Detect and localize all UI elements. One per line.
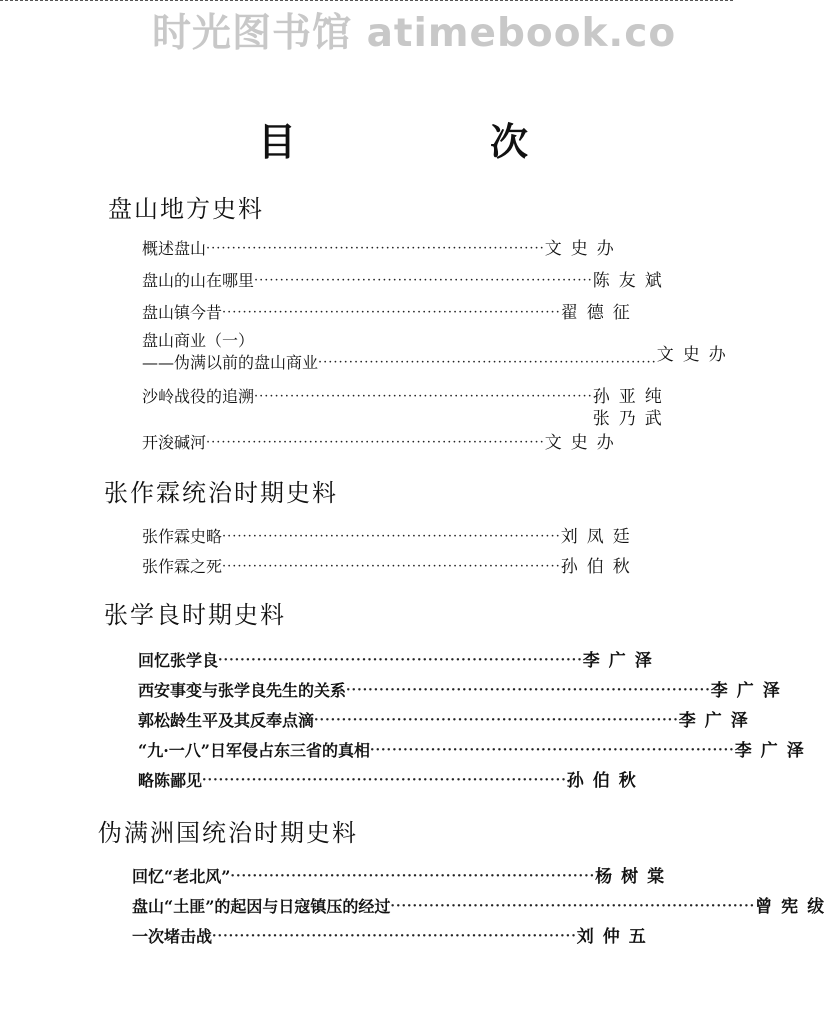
toc-entry-author: 孙亚纯 bbox=[592, 387, 671, 407]
dot-leader: ·································································· bbox=[206, 241, 545, 256]
toc-entry-title: 张作霖之死 bbox=[142, 557, 223, 576]
watermark: 时光图书馆 atimebook.co bbox=[152, 11, 677, 56]
toc-entry-title-main: 盘山商业（一） bbox=[142, 331, 255, 350]
dot-leader: ·································································· bbox=[390, 899, 756, 914]
toc-entry[interactable] bbox=[132, 896, 833, 918]
dot-leader: ·································································· bbox=[230, 869, 596, 884]
toc-entry-title bbox=[142, 330, 318, 374]
toc-entry[interactable] bbox=[138, 770, 645, 792]
toc-entry-title: 郭松龄生平及其反奉点滴 bbox=[138, 711, 315, 730]
toc-entry-author: 刘仲五 bbox=[576, 927, 655, 947]
toc-entry[interactable] bbox=[142, 302, 639, 324]
toc-entry-author: 文史办 bbox=[544, 433, 623, 453]
toc-entry-subtitle: ——伪满以前的盘山商业 bbox=[142, 353, 319, 372]
page-title-char-2: 次 bbox=[490, 119, 529, 164]
dot-leader: ·································································· bbox=[202, 773, 567, 788]
toc-entry[interactable] bbox=[132, 926, 655, 948]
toc-entry[interactable] bbox=[138, 680, 789, 702]
top-rule bbox=[0, 0, 733, 1]
toc-entry[interactable] bbox=[138, 650, 661, 672]
dot-leader: ·································································· bbox=[222, 559, 561, 574]
toc-entry-author: 文史办 bbox=[656, 345, 735, 365]
dot-leader: ·································································· bbox=[254, 273, 593, 288]
dot-leader: ·································································· bbox=[218, 653, 583, 668]
toc-entry-author: 文史办 bbox=[544, 239, 623, 259]
toc-entry-author: 刘凤廷 bbox=[560, 527, 639, 547]
section-heading-local-history: 盘山地方史料 bbox=[108, 195, 264, 223]
toc-entry-author: 曾宪绂 bbox=[755, 897, 833, 917]
toc-entry-title: 盘山的山在哪里 bbox=[142, 271, 255, 290]
toc-entry-title: 概述盘山 bbox=[142, 239, 207, 258]
toc-entry-title: 略陈鄙见 bbox=[138, 771, 203, 790]
dot-leader: ·································································· bbox=[212, 929, 577, 944]
toc-entry-title: 张作霖史略 bbox=[142, 527, 223, 546]
toc-entry-title: 回忆“老北风” bbox=[132, 867, 231, 886]
toc-entry-title: 盘山“土匪”的起因与日寇镇压的经过 bbox=[132, 897, 391, 916]
toc-entry-title: 开浚碱河 bbox=[142, 433, 207, 452]
dot-leader: ·································································· bbox=[206, 435, 545, 450]
toc-entry-author: 陈友斌 bbox=[592, 271, 671, 291]
section-heading-zhang-zuolin: 张作霖统治时期史料 bbox=[104, 479, 338, 507]
toc-entry-author: 李广泽 bbox=[582, 651, 661, 671]
toc-entry[interactable] bbox=[142, 270, 671, 292]
toc-entry-author: 孙伯秋 bbox=[560, 557, 639, 577]
toc-entry[interactable] bbox=[142, 526, 639, 548]
toc-entry[interactable] bbox=[142, 238, 623, 260]
toc-entry-title: 回忆张学良 bbox=[138, 651, 219, 670]
toc-entry-author: 李广泽 bbox=[734, 741, 813, 761]
toc-entry-title: “九·一八”日军侵占东三省的真相 bbox=[138, 741, 370, 760]
toc-entry-title: 沙岭战役的追溯 bbox=[142, 387, 255, 406]
toc-entry[interactable] bbox=[142, 432, 623, 454]
toc-entry-authors bbox=[593, 386, 671, 430]
toc-entry-author: 李广泽 bbox=[710, 681, 789, 701]
toc-entry-author: 翟德征 bbox=[560, 303, 639, 323]
dot-leader: ·································································· bbox=[222, 529, 561, 544]
dot-leader: ·································································· bbox=[222, 305, 561, 320]
toc-entry-title: 一次堵击战 bbox=[132, 927, 213, 946]
toc-entry-author-2: 张乃武 bbox=[592, 409, 671, 429]
toc-entry-author: 李广泽 bbox=[678, 711, 757, 731]
toc-entry-author: 孙伯秋 bbox=[566, 771, 645, 791]
page-title-char-1: 目 bbox=[258, 119, 297, 164]
page-title bbox=[0, 112, 733, 172]
toc-entry[interactable] bbox=[142, 386, 671, 430]
dot-leader: ·································································· bbox=[369, 743, 735, 758]
section-heading-zhang-xueliang: 张学良时期史料 bbox=[104, 601, 286, 629]
toc-entry-title: 西安事变与张学良先生的关系 bbox=[138, 681, 347, 700]
dot-leader: ·································································· bbox=[314, 713, 679, 728]
toc-entry[interactable] bbox=[142, 556, 639, 578]
dot-leader: ·································································· bbox=[318, 355, 657, 370]
toc-entry[interactable] bbox=[138, 740, 813, 762]
toc-entry[interactable] bbox=[138, 710, 757, 732]
toc-entry-title: 盘山镇今昔 bbox=[142, 303, 223, 322]
toc-entry-author: 杨树棠 bbox=[595, 867, 674, 887]
section-heading-manchukuo: 伪满洲国统治时期史料 bbox=[98, 819, 358, 847]
dot-leader: ·································································· bbox=[254, 389, 593, 404]
dot-leader: ·································································· bbox=[346, 683, 711, 698]
toc-entry[interactable] bbox=[132, 866, 674, 888]
toc-entry[interactable] bbox=[142, 330, 735, 374]
